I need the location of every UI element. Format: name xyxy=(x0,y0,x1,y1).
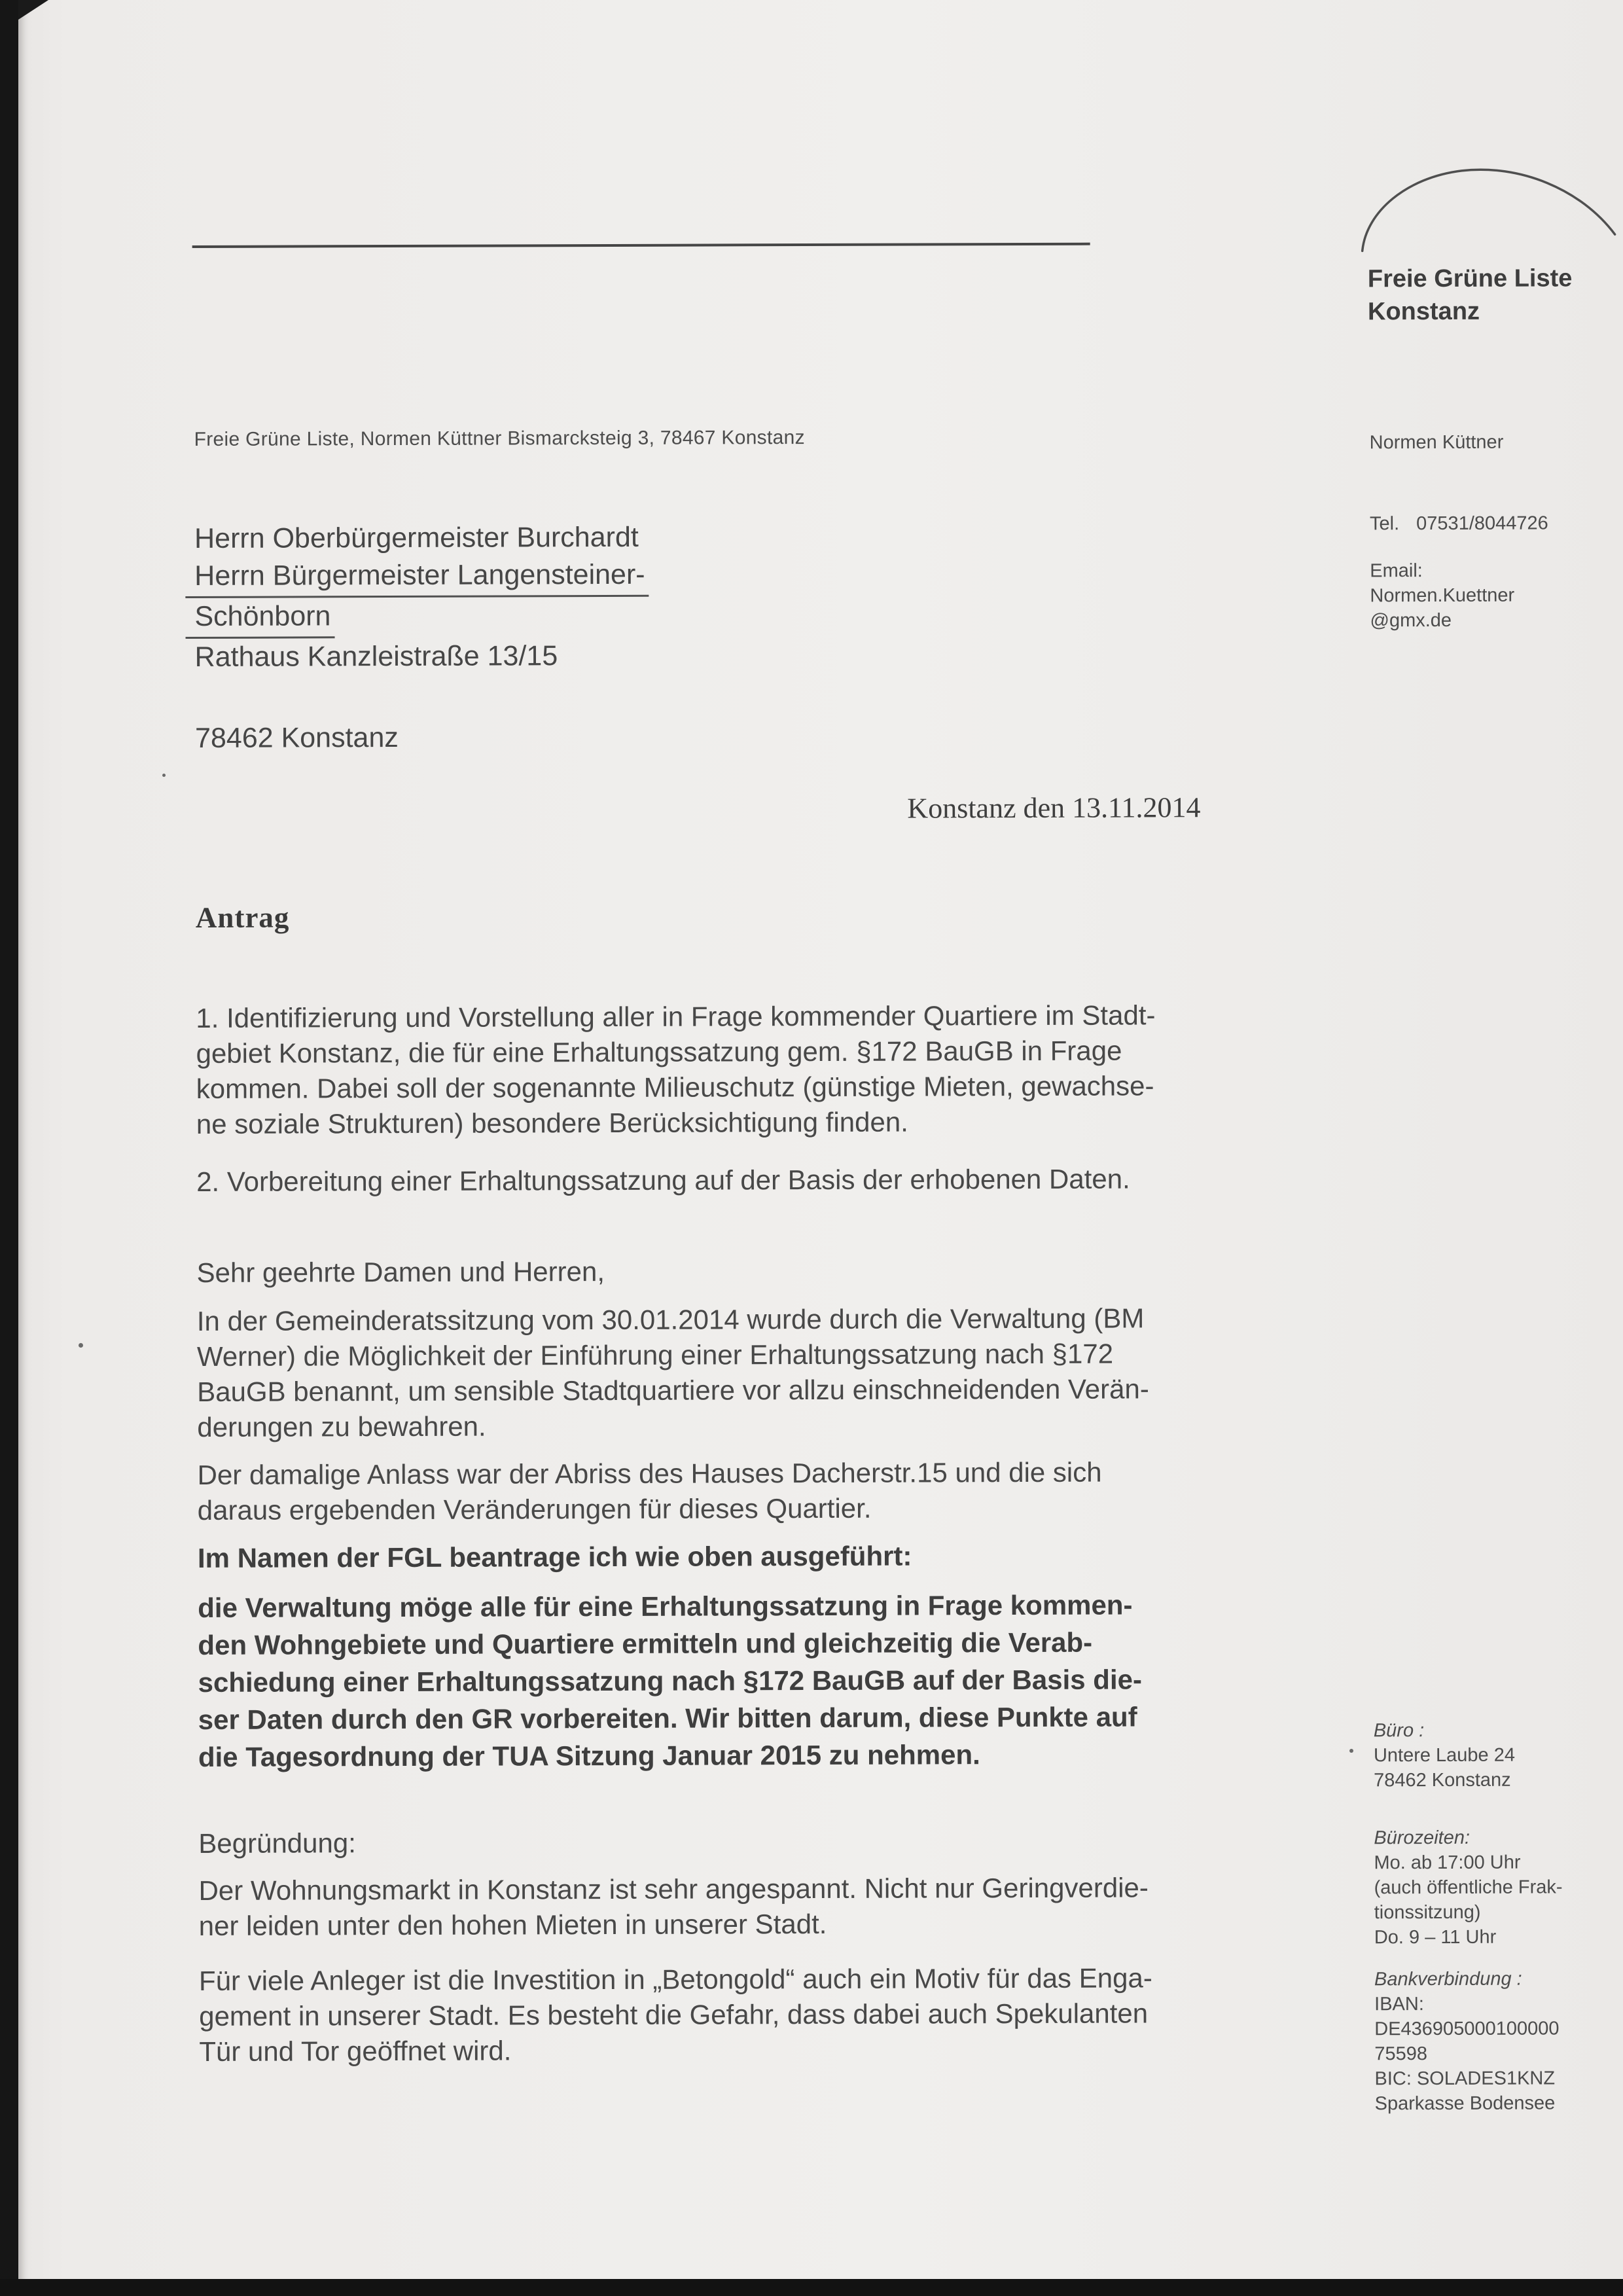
body-paragraph-3: In der Gemeinderatssitzung vom 30.01.2014 wurde durch die Verwaltung (BM Werner) die Möglichkeit der Einführung einer Erhaltungssatzung nach §172 BauGB benannt, um sensible Stadtquartiere vor allzu einschneidenden Verän- derungen zu bewahren. xyxy=(196,1302,1149,1443)
recipient-line3 xyxy=(194,597,649,639)
bank-iban-part1: DE436905000100000 xyxy=(1374,2018,1560,2040)
letter-body xyxy=(196,896,1358,2070)
recipient-address-block xyxy=(194,519,649,757)
bank-details-block xyxy=(1374,1966,1617,2116)
office-address-block xyxy=(1374,1717,1616,1793)
office-hours-block xyxy=(1374,1825,1616,1950)
reason-heading: Begründung: xyxy=(198,1827,356,1859)
contact-phone xyxy=(1370,511,1612,536)
office-line1: Untere Laube 24 xyxy=(1373,1744,1516,1767)
org-name-line1: Freie Grüne Liste xyxy=(1367,264,1573,293)
hours-line4: Do. 9 – 11 Uhr xyxy=(1374,1926,1497,1948)
salutation: Sehr geehrte Damen und Herren, xyxy=(196,1255,605,1288)
hours-label: Bürozeiten: xyxy=(1374,1827,1471,1849)
office-line2: 78462 Konstanz xyxy=(1373,1769,1511,1791)
request-body: die Verwaltung möge alle für eine Erhaltungssatzung in Frage kommen- den Wohngebiete und Quartiere ermitteln und gleichzeitig die Verab- schiedung einer Erhaltungssatzung nach §172 BauGB auf der Basis die- ser Daten durch den GR vorbereiten. Wir bitten darum, diese Punkte auf die Tagesordnung der TUA Sitzung Januar 2015 zu nehmen. xyxy=(198,1589,1142,1772)
email-line2: @gmx.de xyxy=(1370,609,1452,632)
bank-iban-label: IBAN: xyxy=(1374,1994,1424,2015)
email-line1: Normen.Kuettner xyxy=(1370,584,1515,607)
contact-email xyxy=(1370,558,1612,633)
date-line: Konstanz den 13.11.2014 xyxy=(907,791,1201,825)
phone-label: Tel. xyxy=(1369,513,1400,535)
body-paragraph-4: Der damalige Anlass war der Abriss des Hauses Dacherstr.15 und die sich daraus ergebenden Veränderungen für dieses Quartier. xyxy=(197,1456,1102,1526)
arc-swoosh-icon xyxy=(1344,154,1623,257)
hours-line2: (auch öffentliche Frak- xyxy=(1374,1876,1563,1899)
request-intro: Im Namen der FGL beantrage ich wie oben ausgeführt: xyxy=(197,1540,912,1573)
recipient-line1: Herrn Oberbürgermeister Burchardt xyxy=(194,521,639,554)
recipient-line2-underlined: Herrn Bürgermeister Langensteiner- xyxy=(185,556,649,598)
subject-heading: Antrag xyxy=(195,901,290,934)
body-paragraph-2: 2. Vorbereitung einer Erhaltungssatzung auf der Basis der erhobenen Daten. xyxy=(196,1163,1130,1197)
org-name-line2: Konstanz xyxy=(1367,297,1480,326)
recipient-city: 78462 Konstanz xyxy=(194,721,399,754)
email-label: Email: xyxy=(1370,560,1423,582)
recipient-line3-underlined: Schönborn xyxy=(185,598,334,639)
body-paragraph-1: 1. Identifizierung und Vorstellung aller in Frage kommender Quartiere im Stadt- gebiet Konstanz, die für eine Erhaltungssatzung gem. §172 BauGB in Frage kommen. Dabei soll der sogenannte Milieuschutz (günstige Mieten, gewachse- ne soziale Strukturen) besondere Berücksichtigung finden. xyxy=(196,999,1156,1139)
hours-line1: Mo. ab 17:00 Uhr xyxy=(1374,1852,1521,1874)
body-paragraph-5: Der Wohnungsmarkt in Konstanz ist sehr angespannt. Nicht nur Geringverdie- ner leiden unter den hohen Mieten in unserer Stadt. xyxy=(198,1872,1149,1941)
body-paragraph-6: Für viele Anleger ist die Investition in „Betongold“ auch ein Motiv für das Enga- gement in unserer Stadt. Es besteht die Gefahr, dass dabei auch Spekulanten Tür und Tor geöffnet wird. xyxy=(198,1962,1152,2067)
bank-label: Bankverbindung : xyxy=(1374,1968,1522,1990)
bank-iban-part2: 75598 xyxy=(1374,2043,1428,2065)
phone-number: 07531/8044726 xyxy=(1416,512,1548,535)
office-label: Büro : xyxy=(1373,1720,1425,1742)
recipient-line4: Rathaus Kanzleistraße 13/15 xyxy=(194,640,558,673)
sender-return-address: Freie Grüne Liste, Normen Küttner Bismarcksteig 3, 78467 Konstanz xyxy=(194,427,805,450)
bank-name: Sparkasse Bodensee xyxy=(1374,2092,1556,2115)
bank-bic: BIC: SOLADES1KNZ xyxy=(1374,2068,1556,2090)
contact-name: Normen Küttner xyxy=(1369,431,1504,454)
org-name xyxy=(1368,262,1573,328)
hours-line3: tionssitzung) xyxy=(1374,1901,1481,1924)
letterhead-rule xyxy=(192,243,1090,248)
recipient-line2 xyxy=(194,556,649,598)
